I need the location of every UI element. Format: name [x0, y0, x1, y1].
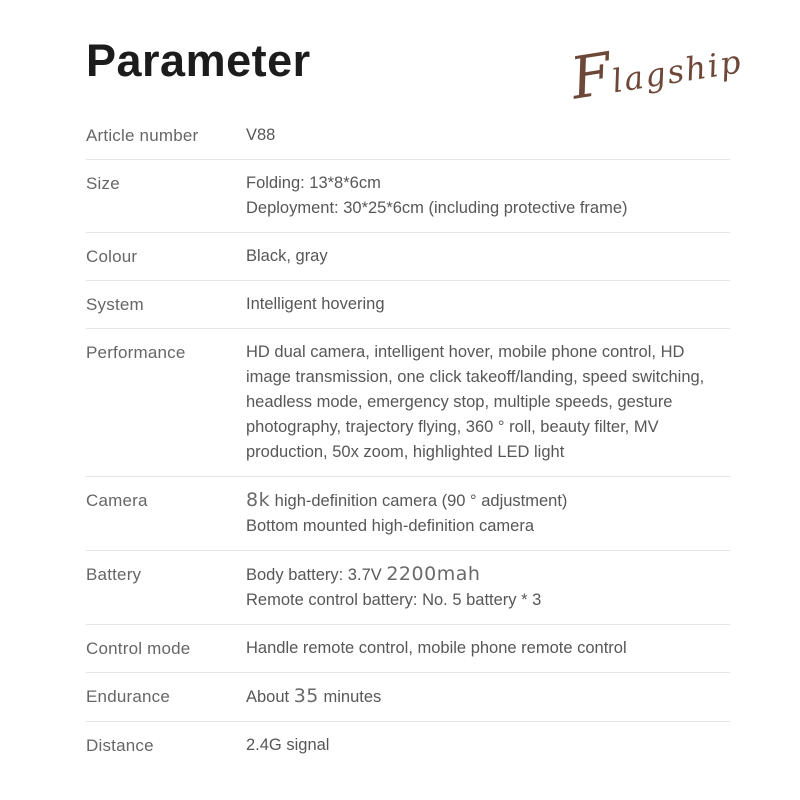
spec-value — [246, 171, 730, 221]
spec-label: Colour — [86, 246, 138, 266]
spec-value — [246, 733, 730, 758]
spec-label: Article number — [86, 125, 199, 145]
spec-value — [246, 292, 730, 317]
spec-label: Performance — [86, 342, 186, 362]
spec-value-text: Intelligent hovering — [246, 294, 385, 313]
spec-label: Distance — [86, 735, 154, 755]
spec-value-text: 2.4G signal — [246, 735, 330, 754]
spec-value-line — [246, 244, 730, 269]
spec-value-line — [246, 562, 730, 588]
spec-value-emphasis: 2200mah — [386, 562, 481, 585]
spec-sheet — [86, 36, 730, 769]
spec-value-text: Black, gray — [246, 246, 328, 265]
spec-label: Size — [86, 173, 120, 193]
spec-value-text: Bottom mounted high-definition camera — [246, 516, 534, 535]
spec-value-text: high-definition camera (90 ° adjustment) — [270, 491, 568, 510]
spec-value — [246, 562, 730, 613]
spec-table — [86, 112, 730, 769]
spec-value-line — [246, 733, 730, 758]
spec-value-text: Deployment: 30*25*6cm (including protective frame) — [246, 198, 628, 217]
spec-row — [86, 625, 730, 673]
spec-label: Control mode — [86, 638, 191, 658]
spec-row — [86, 233, 730, 281]
spec-value-text: minutes — [318, 687, 382, 706]
spec-value-line — [246, 588, 730, 613]
spec-value-emphasis: 8k — [246, 488, 271, 511]
spec-row — [86, 281, 730, 329]
spec-row — [86, 722, 730, 769]
spec-value — [246, 340, 730, 465]
spec-value-text: Body battery: 3.7V — [246, 565, 387, 584]
spec-value-line — [246, 196, 730, 221]
spec-value — [246, 123, 730, 148]
brand-flagship-script: Flagship — [566, 40, 746, 113]
spec-value-text: About — [246, 687, 294, 706]
spec-label: System — [86, 294, 144, 314]
spec-label: Endurance — [86, 686, 171, 706]
spec-row — [86, 673, 730, 722]
spec-value — [246, 684, 730, 710]
spec-label: Battery — [86, 564, 142, 584]
spec-value-text: HD dual camera, intelligent hover, mobile phone control, HD image transmission, one click takeoff/landing, speed switching, headless mode, emergency stop, multiple speeds, gesture photography, trajectory flying, 360 ° roll, beauty filter, MV production, 50x zoom, highlighted LED light — [246, 342, 705, 461]
spec-row — [86, 329, 730, 477]
spec-row — [86, 160, 730, 233]
spec-value — [246, 636, 730, 661]
spec-row — [86, 551, 730, 625]
spec-value-line — [246, 514, 730, 539]
spec-value-text: V88 — [246, 125, 276, 144]
spec-value-text: Remote control battery: No. 5 battery * 3 — [246, 590, 542, 609]
spec-value-line — [246, 171, 730, 196]
page-title: Parameter — [86, 35, 311, 86]
spec-value-text: Folding: 13*8*6cm — [246, 173, 381, 192]
spec-value-line — [246, 636, 730, 661]
spec-value — [246, 244, 730, 269]
spec-row — [86, 477, 730, 551]
spec-value-line — [246, 684, 730, 710]
spec-value — [246, 488, 730, 539]
spec-value-line — [246, 292, 730, 317]
spec-row — [86, 112, 730, 160]
spec-value-line — [246, 123, 730, 148]
spec-value-text: Handle remote control, mobile phone remote control — [246, 638, 627, 657]
spec-value-line — [246, 340, 730, 465]
spec-label: Camera — [86, 490, 148, 510]
spec-value-emphasis: 35 — [293, 684, 319, 707]
spec-value-line — [246, 488, 730, 514]
